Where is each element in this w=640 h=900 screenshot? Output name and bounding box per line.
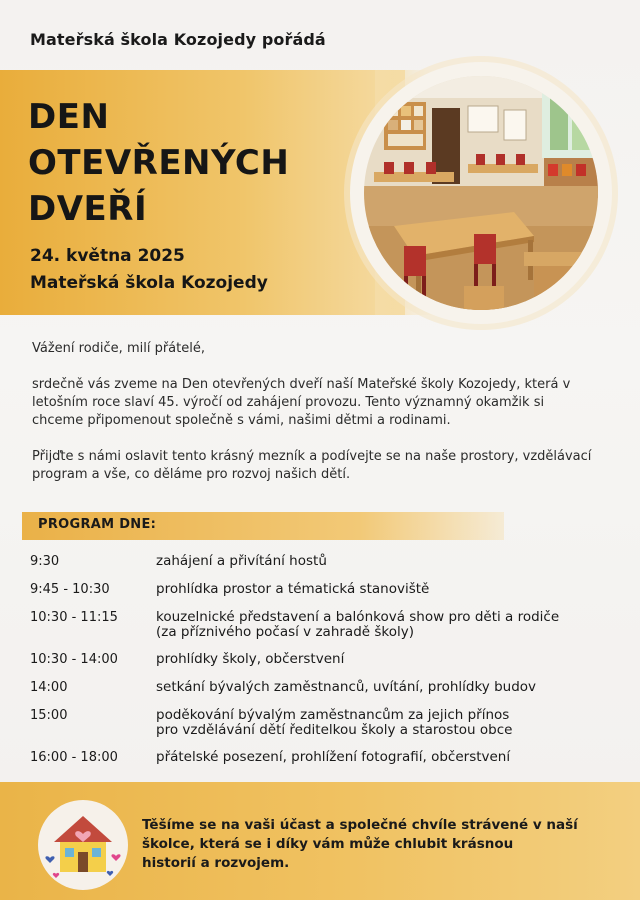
schedule-desc: [156, 652, 620, 668]
schedule-desc: [156, 708, 620, 738]
title-line-1: DEN: [28, 97, 110, 137]
schedule-desc-line: poděkování bývalým zaměstnancům za jejich přínos: [156, 707, 510, 723]
intro-text: [32, 340, 592, 502]
schedule-row: [30, 708, 620, 738]
intro-paragraph-2: Přijďte s námi oslavit tento krásný mezník a podívejte se na naše prostory, vzdělávací program a vše, co děláme pro rozvoj našich dětí.: [32, 449, 592, 482]
schedule-row: [30, 610, 620, 640]
schedule-desc: [156, 610, 620, 640]
schedule-desc-line: pro vzdělávání dětí ředitelkou školy a starostou obce: [156, 722, 513, 738]
schedule-time: 10:30 - 14:00: [30, 652, 118, 667]
schedule-time: 15:00: [30, 708, 68, 723]
schedule-desc-line: (za příznivého počasí v zahradě školy): [156, 624, 415, 640]
schedule-time: 14:00: [30, 680, 68, 695]
intro-paragraph-1: srdečně vás zveme na Den otevřených dveří naší Mateřské školy Kozojedy, která v letošním roce slaví 45. výročí od zahájení provozu. Tento významný okamžik si chceme připomenout společně s vámi, našimi dětmi a rodinami.: [32, 377, 571, 428]
event-school: Mateřská škola Kozojedy: [30, 273, 268, 293]
hero-section: [0, 70, 640, 315]
schedule-row: [30, 554, 620, 570]
greeting: Vážení rodiče, milí přátelé,: [32, 341, 205, 356]
schedule-desc-line: prohlídky školy, občerstvení: [156, 651, 345, 667]
schedule-desc-line: přátelské posezení, prohlížení fotografií, občerstvení: [156, 749, 511, 765]
schedule-time: 10:30 - 11:15: [30, 610, 118, 625]
organizer-line: Mateřská škola Kozojedy pořádá: [30, 30, 326, 49]
closing-line: Těšíme se na vaši účast a společné chvíle strávené v naší: [142, 817, 578, 833]
schedule-desc: [156, 582, 620, 598]
schedule-row: [30, 680, 620, 696]
program-heading-band: [22, 512, 504, 540]
classroom-photo: [364, 76, 598, 310]
schedule: [30, 554, 620, 778]
closing-message: [142, 816, 612, 873]
schedule-time: 9:45 - 10:30: [30, 582, 110, 597]
footer-band: [0, 782, 640, 900]
schedule-row: [30, 582, 620, 598]
house-icon-svg: [38, 800, 128, 890]
schedule-desc: [156, 554, 620, 570]
closing-line: historií a rozvojem.: [142, 855, 290, 871]
schedule-desc: [156, 680, 620, 696]
schedule-desc-line: prohlídka prostor a tématická stanoviště: [156, 581, 430, 597]
house-hearts-icon: [38, 800, 128, 890]
closing-line: školce, která se i díky vám může chlubit krásnou: [142, 836, 514, 852]
schedule-desc-line: setkání bývalých zaměstnanců, uvítání, prohlídky budov: [156, 679, 537, 695]
event-date: 24. května 2025: [30, 246, 185, 266]
schedule-row: [30, 652, 620, 668]
schedule-row: [30, 750, 620, 766]
photo-frame: [350, 62, 612, 324]
schedule-desc: [156, 750, 620, 766]
title-line-2: OTEVŘENÝCH: [28, 143, 290, 183]
classroom-illustration: [364, 76, 598, 310]
schedule-desc-line: kouzelnické představení a balónková show pro děti a rodiče: [156, 609, 560, 625]
schedule-time: 9:30: [30, 554, 60, 569]
event-title: [28, 94, 289, 232]
title-line-3: DVEŘÍ: [28, 189, 148, 229]
schedule-desc-line: zahájení a přivítání hostů: [156, 553, 327, 569]
program-heading: PROGRAM DNE:: [38, 517, 157, 532]
schedule-time: 16:00 - 18:00: [30, 750, 118, 765]
